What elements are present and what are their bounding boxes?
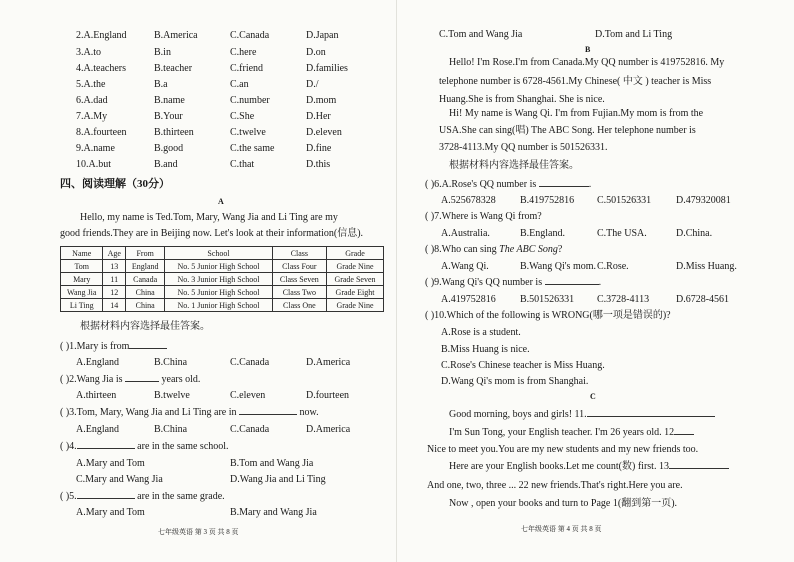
option: C.Tom and Wang Jia [439, 29, 523, 40]
question-6: ( )6.A.Rose's QQ number is . [425, 179, 592, 190]
answer-blank[interactable] [674, 434, 694, 435]
option-choice: B.501526331 [520, 294, 575, 305]
question-8 [425, 244, 562, 256]
option-choice: 7.A.My [76, 111, 108, 122]
question-4 [60, 441, 229, 453]
song-title: The ABC Song [499, 244, 558, 255]
table-cell: Tom [61, 260, 103, 273]
option-choice: C.Canada [230, 357, 270, 368]
question-text: now. [299, 407, 319, 418]
option-choice: 5.A.the [76, 79, 106, 90]
passage-c-text: Here are your English books.Let me count(数) first. 13 [449, 461, 669, 472]
option-choice: D.families [306, 63, 348, 74]
question-text: ( )6.A.Rose's QQ number is [425, 179, 537, 190]
option-choice: D.China. [676, 228, 713, 239]
option-choice: D.on [306, 47, 326, 58]
page-footer: 七年级英语 第 3 页 共 8 页 [158, 528, 239, 536]
column-header: Class [272, 247, 326, 260]
table-cell: Wang Jia [61, 286, 103, 299]
answer-blank[interactable] [77, 498, 135, 499]
question-text: ( )8.Who can sing [425, 244, 500, 255]
answer-blank[interactable] [669, 468, 729, 469]
answer-blank[interactable] [129, 348, 167, 349]
passage-c-text: I'm Sun Tong, your English teacher. I'm 26 years old. 12 [449, 427, 675, 438]
option-choice: C.501526331 [597, 195, 652, 206]
passage-b-line: Huang.She is from Shanghai. She is nice. [439, 94, 605, 105]
option-choice: D.fourteen [306, 390, 350, 401]
table-cell: England [126, 260, 165, 273]
column-header: Name [61, 247, 103, 260]
table-cell: No. 1 Junior High School [165, 299, 273, 312]
option-choice: B.and [154, 159, 178, 170]
answer-blank[interactable] [77, 448, 135, 449]
option-choice: D.Miss Huang. [676, 261, 737, 272]
table-row [61, 260, 384, 273]
option-choice: A.Mary and Tom [76, 507, 145, 518]
question-5 [60, 491, 225, 503]
question-text: years old. [161, 374, 201, 385]
passage-c-line [449, 461, 729, 473]
passage-b-line: Hello! I'm Rose.I'm from Canada.My QQ number is 419752816. My [449, 57, 725, 68]
table-header-row [61, 247, 384, 260]
option-choice: C.Canada [230, 30, 270, 41]
question-2 [60, 374, 200, 386]
column-header: From [126, 247, 165, 260]
question-text: ( )2.Wang Jia is [60, 374, 123, 385]
table-cell: Class Two [272, 286, 326, 299]
answer-blank[interactable] [539, 186, 589, 187]
question-9: ( )9.Wang Qi's QQ number is . [425, 277, 602, 288]
passage-a-label: A [218, 197, 224, 206]
table-row [61, 273, 384, 286]
option-choice: D.Her [306, 111, 331, 122]
info-table [60, 246, 384, 312]
table-cell: Class Four [272, 260, 326, 273]
passage-c-label: C [590, 392, 596, 401]
passage-c-line [449, 427, 694, 439]
instruction: 根据材料内容选择最佳答案。 [80, 321, 210, 332]
table-cell: No. 5 Junior High School [165, 286, 273, 299]
table-cell: China [126, 286, 165, 299]
option-choice: B.Tom and Wang Jia [230, 458, 314, 469]
option-choice: B.Mary and Wang Jia [230, 507, 317, 518]
option-choice: D.Wang Qi's mom is from Shanghai. [441, 376, 589, 387]
question-7: ( )7.Where is Wang Qi from? [425, 211, 542, 222]
option-choice: C.here [230, 47, 257, 58]
option-choice: C.The USA. [597, 228, 647, 239]
section-title: 四、阅读理解（30分） [60, 178, 170, 190]
option-choice: A.419752816 [441, 294, 496, 305]
option-choice: C.an [230, 79, 249, 90]
passage-c-line: And one, two, three ... 22 new friends.That's right.Here you are. [427, 480, 683, 491]
passage-b-line: Hi! My name is Wang Qi. I'm from Fujian.My mom is from the [449, 108, 704, 119]
question-text: ( )9.Wang Qi's QQ number is [425, 277, 543, 288]
option-choice: 6.A.dad [76, 95, 108, 106]
option: D.Tom and Li Ting [595, 29, 673, 40]
option-choice: D.fine [306, 143, 332, 154]
instruction: 根据材料内容选择最佳答案。 [449, 160, 579, 171]
option-choice: C.Rose's Chinese teacher is Miss Huang. [441, 360, 605, 371]
question-1 [60, 341, 167, 353]
right-page [397, 0, 794, 562]
option-choice: B.England. [520, 228, 565, 239]
option-choice: D.mom [306, 95, 337, 106]
option-choice: B.Wang Qi's mom. [520, 261, 596, 272]
option-choice: 8.A.fourteen [76, 127, 127, 138]
question-text: are in the same grade. [137, 491, 225, 502]
answer-blank[interactable] [125, 381, 159, 382]
option-choice: B.China [154, 424, 188, 435]
table-cell: 14 [103, 299, 126, 312]
table-cell: 12 [103, 286, 126, 299]
option-choice: A.England [76, 357, 120, 368]
option-choice: B.419752816 [520, 195, 575, 206]
option-choice: B.twelve [154, 390, 190, 401]
option-choice: B.Miss Huang is nice. [441, 344, 530, 355]
option-choice: A.England [76, 424, 120, 435]
table-row [61, 299, 384, 312]
option-choice: C.twelve [230, 127, 266, 138]
table-cell: China [126, 299, 165, 312]
option-choice: B.teacher [154, 63, 193, 74]
option-choice: D.479320081 [676, 195, 731, 206]
table-cell: Grade Seven [326, 273, 383, 286]
question-mark: ? [557, 244, 563, 255]
question-text: ( )5. [60, 491, 77, 502]
option-choice: A.525678328 [441, 195, 496, 206]
answer-blank[interactable] [239, 414, 297, 415]
option-choice: C.the same [230, 143, 275, 154]
option-choice: C.Canada [230, 424, 270, 435]
answer-blank[interactable] [545, 284, 599, 285]
option-choice: C.3728-4113 [597, 294, 650, 305]
option-choice: B.good [154, 143, 184, 154]
table-cell: No. 3 Junior High School [165, 273, 273, 286]
option-choice: D.Wang Jia and Li Ting [230, 474, 326, 485]
passage-c-line [449, 409, 715, 421]
option-choice: A.Wang Qi. [441, 261, 489, 272]
option-choice: A.Australia. [441, 228, 490, 239]
option-choice: A.thirteen [76, 390, 117, 401]
option-choice: B.America [154, 30, 198, 41]
option-choice: 10.A.but [76, 159, 111, 170]
page-footer: 七年级英语 第 4 页 共 8 页 [521, 525, 602, 533]
question-10: ( )10.Which of the following is WRONG(哪一项是错误的)? [425, 310, 671, 321]
option-choice: B.name [154, 95, 185, 106]
option-choice: C.Rose. [597, 261, 629, 272]
passage-b-line: 3728-4113.My QQ number is 501526331. [439, 142, 608, 153]
passage-b-label: B [585, 45, 591, 54]
passage-c-line: Now , open your books and turn to Page 1(翻到第一页). [449, 498, 678, 509]
option-choice: D.America [306, 357, 351, 368]
option-choice: A.Rose is a student. [441, 327, 521, 338]
option-choice: A.Mary and Tom [76, 458, 145, 469]
table-cell: Class Seven [272, 273, 326, 286]
passage-b-line: telephone number is 6728-4561.My Chinese( 中文 ) teacher is Miss [439, 76, 712, 87]
option-choice: 3.A.to [76, 47, 101, 58]
column-header: Age [103, 247, 126, 260]
option-choice: D.this [306, 159, 331, 170]
option-choice: D.Japan [306, 30, 339, 41]
table-cell: 13 [103, 260, 126, 273]
table-cell: Canada [126, 273, 165, 286]
option-choice: C.Mary and Wang Jia [76, 474, 163, 485]
option-choice: D./ [306, 79, 319, 90]
table-cell: Grade Eight [326, 286, 383, 299]
table-cell: 11 [103, 273, 126, 286]
passage-c-line: Nice to meet you.You are my new students and my new friends too. [427, 444, 699, 455]
option-choice: C.friend [230, 63, 264, 74]
table-cell: Li Ting [61, 299, 103, 312]
question-text: ( )4. [60, 441, 77, 452]
table-cell: Grade Nine [326, 299, 383, 312]
table-cell: No. 5 Junior High School [165, 260, 273, 273]
option-choice: B.China [154, 357, 188, 368]
table-cell: Class One [272, 299, 326, 312]
option-choice: B.Your [154, 111, 183, 122]
answer-blank[interactable] [587, 416, 715, 417]
question-text: ( )1.Mary is from [60, 341, 130, 352]
option-choice: D.eleven [306, 127, 342, 138]
option-choice: B.a [154, 79, 168, 90]
table-cell: Grade Nine [326, 260, 383, 273]
question-text: ( )3.Tom, Mary, Wang Jia and Li Ting are in [60, 407, 237, 418]
option-choice: C.number [230, 95, 270, 106]
table-row [61, 286, 384, 299]
passage-a-text: Hello, my name is Ted.Tom, Mary, Wang Jia and Li Ting are my [80, 212, 338, 223]
passage-a-text: good friends.They are in Beijing now. Let's look at their information(信息). [60, 228, 364, 239]
option-choice: D.America [306, 424, 351, 435]
column-header: Grade [326, 247, 383, 260]
option-choice: D.6728-4561 [676, 294, 730, 305]
column-header: School [165, 247, 273, 260]
question-text: are in the same school. [137, 441, 229, 452]
option-choice: C.that [230, 159, 255, 170]
option-choice: C.She [230, 111, 255, 122]
question-3 [60, 407, 319, 419]
option-choice: B.thirteen [154, 127, 194, 138]
passage-b-line: USA.She can sing(唱) The ABC Song. Her telephone number is [439, 125, 696, 136]
option-choice: 4.A.teachers [76, 63, 126, 74]
table-body [61, 260, 384, 312]
option-choice: 2.A.England [76, 30, 127, 41]
option-choice: 9.A.name [76, 143, 115, 154]
option-choice: B.in [154, 47, 171, 58]
table-cell: Mary [61, 273, 103, 286]
option-choice: C.eleven [230, 390, 266, 401]
passage-c-text: Good morning, boys and girls! 11. [449, 409, 587, 420]
